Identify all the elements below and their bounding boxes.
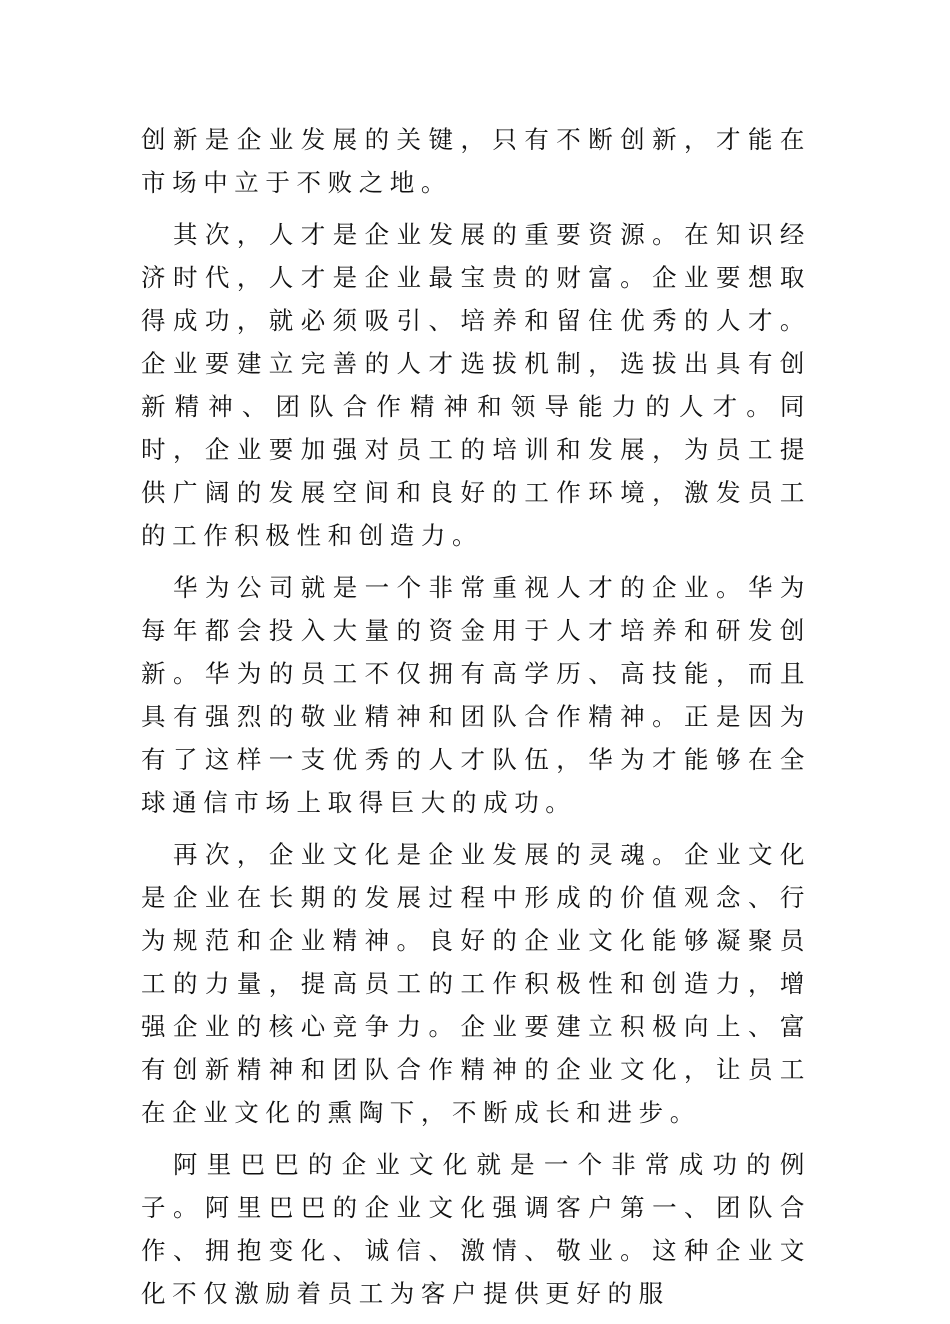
paragraph-huawei-example: 华为公司就是一个非常重视人才的企业。华为每年都会投入大量的资金用于人才培养和研发创新。华为的员工不仅拥有高学历、高技能，而且具有强烈的敬业精神和团队合作精神。正是因为有了这样一支优秀的人才队伍，华为才能够在全球通信市场上取得巨大的成功。: [141, 573, 811, 817]
paragraph-talent: 其次，人才是企业发展的重要资源。在知识经济时代，人才是企业最宝贵的财富。企业要想取得成功，就必须吸引、培养和留住优秀的人才。企业要建立完善的人才选拔机制，选拔出具有创新精神、团队合作精神和领导能力的人才。同时，企业要加强对员工的培训和发展，为员工提供广阔的发展空间和良好的工作环境，激发员工的工作积极性和创造力。: [141, 220, 811, 550]
paragraph-alibaba-example: 阿里巴巴的企业文化就是一个非常成功的例子。阿里巴巴的企业文化强调客户第一、团队合作、拥抱变化、诚信、激情、敬业。这种企业文化不仅激励着员工为客户提供更好的服: [141, 1150, 811, 1308]
paragraph-corporate-culture: 再次，企业文化是企业发展的灵魂。企业文化是企业在长期的发展过程中形成的价值观念、行为规范和企业精神。良好的企业文化能够凝聚员工的力量，提高员工的工作积极性和创造力，增强企业的核心竞争力。企业要建立积极向上、富有创新精神和团队合作精神的企业文化，让员工在企业文化的熏陶下，不断成长和进步。: [141, 840, 811, 1127]
document-body: [141, 118, 811, 1324]
paragraph-innovation-conclusion: 创新是企业发展的关键，只有不断创新，才能在市场中立于不败之地。: [141, 125, 811, 197]
